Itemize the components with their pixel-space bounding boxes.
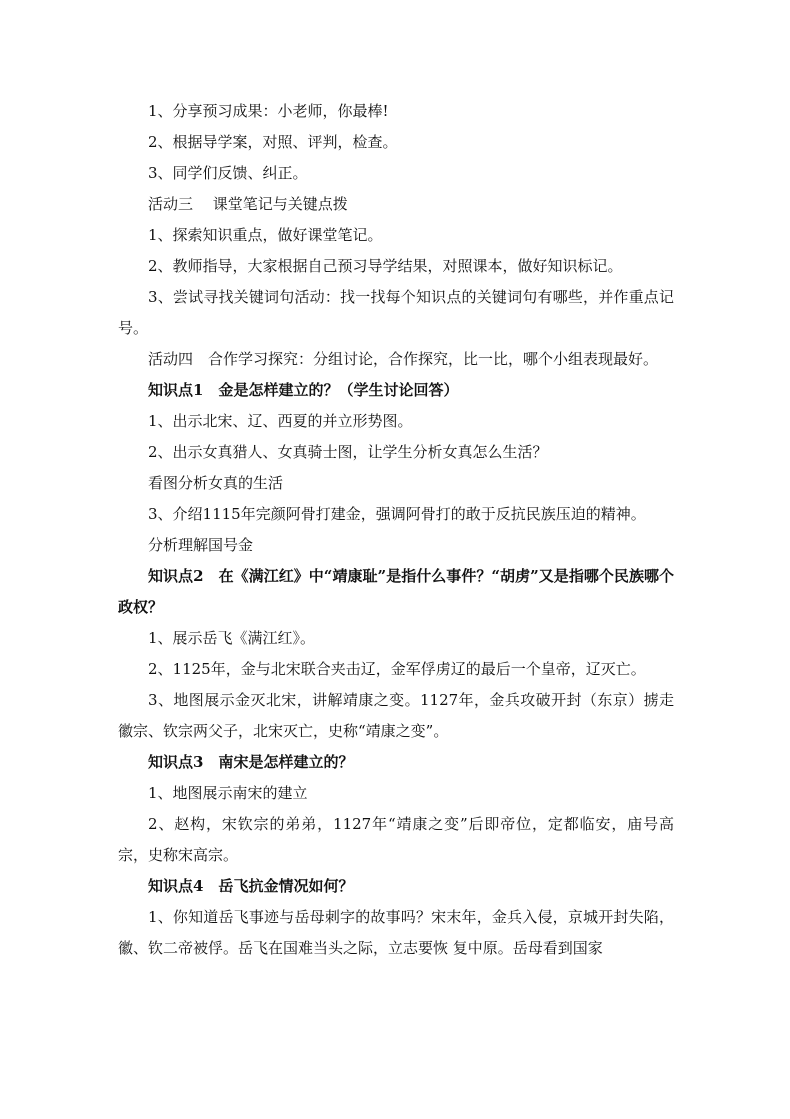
paragraph-8: 活动四 合作学习探究：分组讨论，合作探究，比一比，哪个小组表现最好。 bbox=[148, 350, 659, 368]
paragraph-20: 1、地图展示南宋的建立 bbox=[148, 784, 308, 802]
paragraph-17: 2、1125年，金与北宋联合夹击辽，金军俘虏辽的最后一个皇帝，辽灭亡。 bbox=[148, 660, 646, 678]
paragraph-3: 3、同学们反馈、纠正。 bbox=[148, 164, 308, 182]
section-heading-4: 知识点4 岳飞抗金情况如何？ bbox=[148, 877, 354, 895]
paragraph-18: 3、地图展示金灭北宋，讲解靖康之变。1127年，金兵攻破开封（东京）掳走徽宗、钦宗两父子，北宋灭亡，史称“靖康之变”。 bbox=[118, 691, 674, 740]
paragraph-13: 3、介绍1115年完颜阿骨打建金，强调阿骨打的敢于反抗民族压迫的精神。 bbox=[148, 505, 646, 523]
paragraph-2: 2、根据导学案，对照、评判，检查。 bbox=[148, 133, 398, 151]
paragraph-10: 1、出示北宋、辽、西夏的并立形势图。 bbox=[148, 412, 413, 430]
paragraph-16: 1、展示岳飞《满江红》。 bbox=[148, 629, 316, 647]
section-heading-1: 知识点1 金是怎样建立的？（学生讨论回答） bbox=[148, 381, 459, 399]
paragraph-5: 1、探索知识重点，做好课堂笔记。 bbox=[148, 226, 383, 244]
paragraph-6: 2、教师指导，大家根据自己预习导学结果，对照课本，做好知识标记。 bbox=[148, 257, 623, 275]
section-heading-2: 知识点2 在《满江红》中“靖康耻”是指什么事件？“胡虏”又是指哪个民族哪个政权？ bbox=[118, 567, 674, 616]
paragraph-14: 分析理解国号金 bbox=[148, 536, 254, 554]
paragraph-4: 活动三 课堂笔记与关键点拨 bbox=[148, 195, 348, 213]
paragraph-1: 1、分享预习成果：小老师，你最棒! bbox=[148, 102, 389, 120]
section-heading-3: 知识点3 南宋是怎样建立的？ bbox=[148, 753, 354, 771]
paragraph-23: 1、你知道岳飞事迹与岳母刺字的故事吗？宋末年，金兵入侵，京城开封失陷，徽、钦二帝被俘。岳飞在国难当头之际，立志要恢 复中原。岳母看到国家 bbox=[118, 908, 674, 957]
paragraph-12: 看图分析女真的生活 bbox=[148, 474, 284, 492]
paragraph-7: 3、尝试寻找关键词句活动：找一找每个知识点的关键词句有哪些，并作重点记号。 bbox=[118, 288, 674, 337]
document-body bbox=[118, 96, 674, 964]
paragraph-21: 2、赵构，宋钦宗的弟弟，1127年“靖康之变”后即帝位，定都临安，庙号高宗，史称宋高宗。 bbox=[118, 815, 674, 864]
paragraph-11: 2、出示女真猎人、女真骑士图，让学生分析女真怎么生活？ bbox=[148, 443, 548, 461]
